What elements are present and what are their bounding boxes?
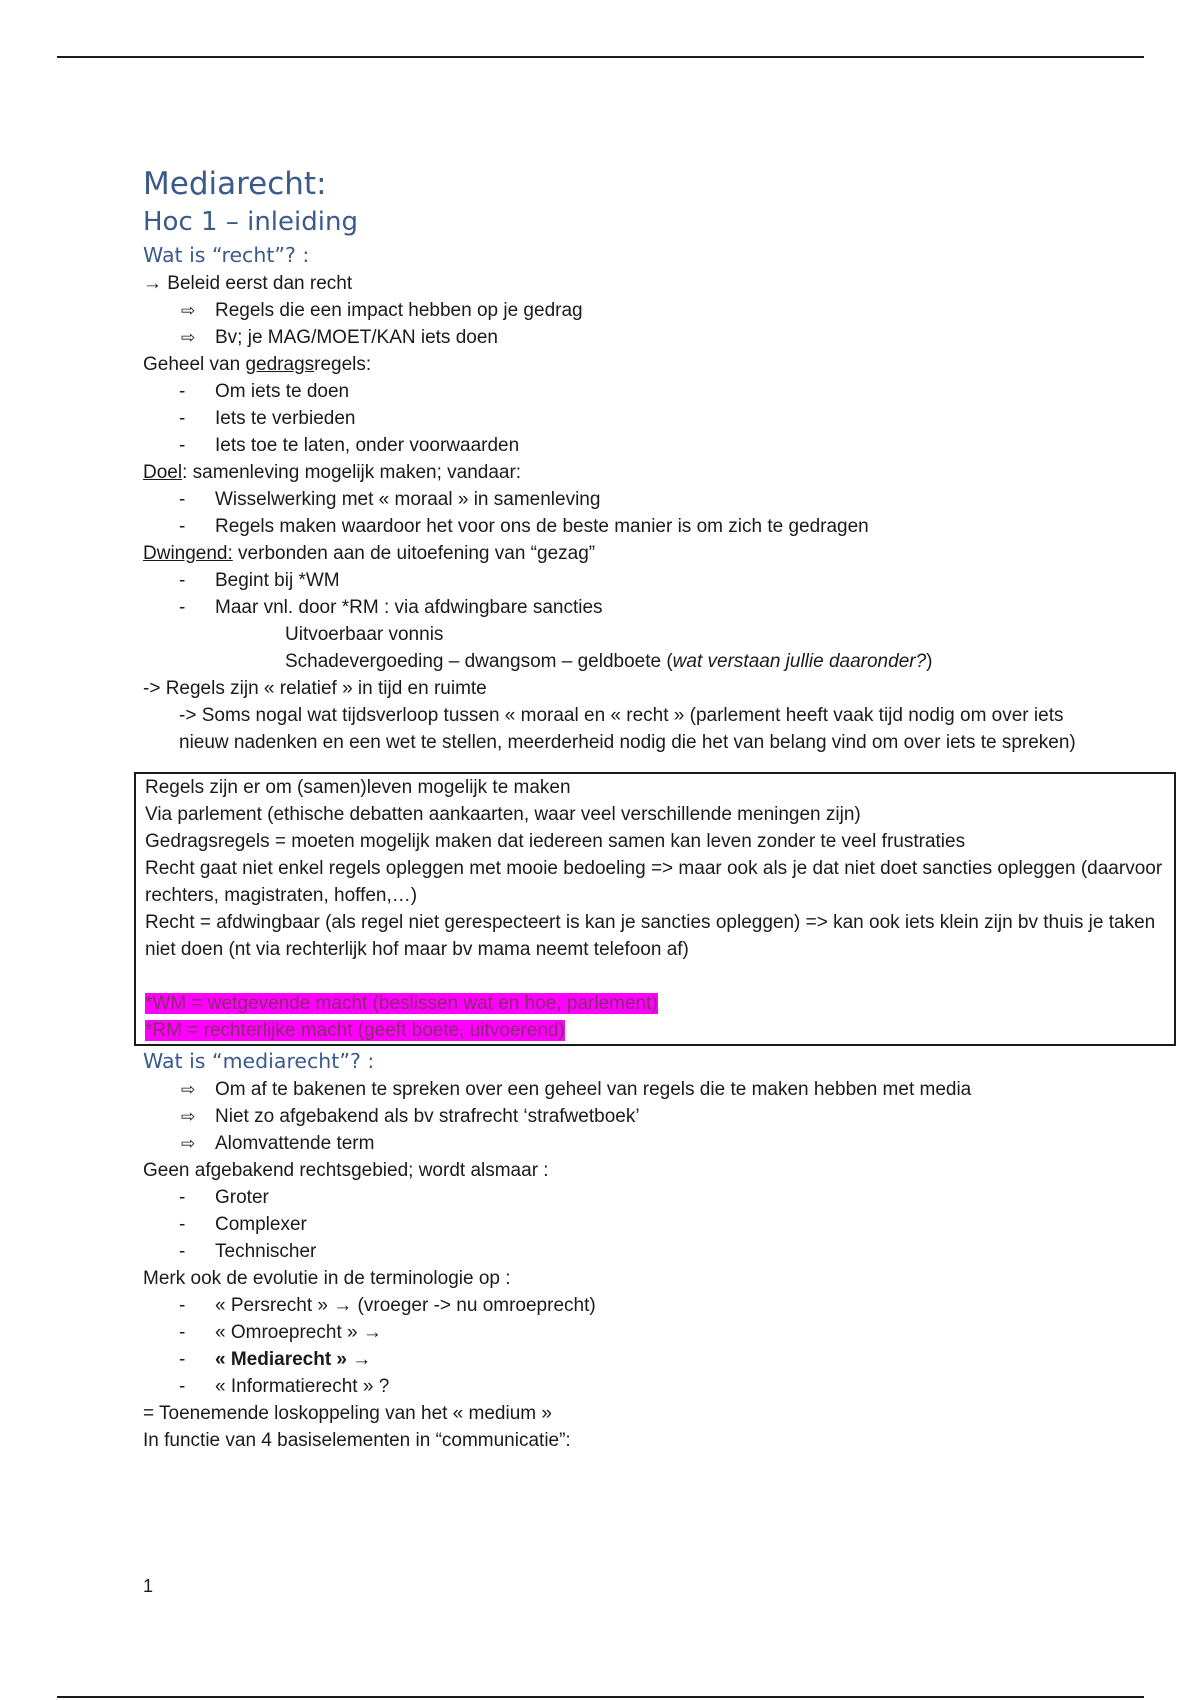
section-heading-recht: Wat is “recht”? : xyxy=(143,243,310,267)
dash-list-item: - Regels maken waardoor het voor ons de beste manier is om zich te gedragen xyxy=(179,516,869,537)
highlighted-line: *RM = rechterlijke macht (geeft boete, uitvoerend) xyxy=(145,1020,565,1041)
arrow-list-item: ⇨ Om af te bakenen te spreken over een geheel van regels die te maken hebben met media xyxy=(143,1076,1083,1103)
section-heading-mediarecht: Wat is “mediarecht”? : xyxy=(143,1049,375,1073)
text-line: Merk ook de evolutie in de terminologie op : xyxy=(143,1268,511,1289)
text-line: Geen afgebakend rechtsgebied; wordt alsmaar : xyxy=(143,1160,549,1181)
dash-list-item: - « Mediarecht » → xyxy=(179,1349,372,1370)
document-subtitle: Hoc 1 – inleiding xyxy=(143,207,358,237)
box-line: Gedragsregels = moeten mogelijk maken dat iedereen samen kan leven zonder te veel frustraties xyxy=(145,831,966,852)
dash-list-item: - Iets toe te laten, onder voorwaarden xyxy=(179,435,520,456)
arrow-list-item: ⇨ Regels die een impact hebben op je gedrag xyxy=(143,297,1083,324)
arrow-list-item: ⇨ Alomvattende term xyxy=(143,1130,1083,1157)
dash-list-item: - « Informatierecht » ? xyxy=(179,1376,390,1397)
right-arrow-icon: ⇨ xyxy=(181,1080,196,1099)
text-line: → Beleid eerst dan recht xyxy=(143,273,353,294)
document-title: Mediarecht: xyxy=(143,166,327,202)
highlighted-line: *WM = wetgevende macht (beslissen wat en hoe, parlement) xyxy=(145,993,658,1014)
right-arrow-icon: ⇨ xyxy=(181,1134,196,1153)
arrow-list-item: ⇨ Bv; je MAG/MOET/KAN iets doen xyxy=(143,324,1083,351)
dash-list-item: - « Persrecht » → (vroeger -> nu omroeprecht) xyxy=(179,1295,596,1316)
dash-list-item: - Groter xyxy=(179,1187,269,1208)
indented-line: Schadevergoeding – dwangsom – geldboete (wat verstaan jullie daaronder?) xyxy=(285,651,933,672)
right-arrow-icon: ⇨ xyxy=(181,328,196,347)
text-line: In functie van 4 basiselementen in “communicatie”: xyxy=(143,1430,571,1451)
dash-list-item: - Complexer xyxy=(179,1214,307,1235)
dash-list-item: - Begint bij *WM xyxy=(179,570,340,591)
box-line: Recht gaat niet enkel regels opleggen met mooie bedoeling => maar ook als je dat niet doet sancties opleggen (daarvoor rechters, magistraten, hoffen,…) xyxy=(145,858,1163,906)
text-line: Doel: samenleving mogelijk maken; vandaar: xyxy=(143,462,522,483)
dash-list-item: - Iets te verbieden xyxy=(179,408,356,429)
indented-line: Uitvoerbaar vonnis xyxy=(285,624,444,645)
dash-list-item: - « Omroeprecht » → xyxy=(179,1322,382,1343)
text-line: Geheel van gedragsregels: xyxy=(143,354,372,375)
arrow-list-item: ⇨ Niet zo afgebakend als bv strafrecht ‘strafwetboek’ xyxy=(143,1103,1083,1130)
document-body xyxy=(143,164,1163,1454)
box-line: Recht = afdwingbaar (als regel niet gerespecteert is kan je sancties opleggen) => kan ook iets klein zijn bv thuis je taken niet doen (nt via rechterlijk hof maar bv mama neemt telefoon af) xyxy=(145,912,1156,960)
box-line: Via parlement (ethische debatten aankaarten, waar veel verschillende meningen zijn) xyxy=(145,804,861,825)
header-rule xyxy=(57,56,1144,58)
dash-list-item: - Technischer xyxy=(179,1241,317,1262)
summary-box xyxy=(134,772,1176,1046)
page-number: 1 xyxy=(143,1576,154,1596)
right-arrow-icon: ⇨ xyxy=(181,301,196,320)
text-line: -> Regels zijn « relatief » in tijd en ruimte xyxy=(143,678,487,699)
dash-list-item: - Om iets te doen xyxy=(179,381,350,402)
box-line: Regels zijn er om (samen)leven mogelijk te maken xyxy=(145,777,571,798)
paragraph: -> Soms nogal wat tijdsverloop tussen « moraal en « recht » (parlement heeft vaak tijd nodig om over iets nieuw nadenken en een wet te stellen, meerderheid nodig die het van belang vind om over iets te spreken) xyxy=(179,705,1076,753)
dash-list-item: - Wisselwerking met « moraal » in samenleving xyxy=(179,489,601,510)
text-line: = Toenemende loskoppeling van het « medium » xyxy=(143,1403,552,1424)
text-line: Dwingend: verbonden aan de uitoefening van “gezag” xyxy=(143,543,596,564)
blank-line xyxy=(145,963,1165,990)
footer-rule xyxy=(57,1696,1144,1698)
dash-list-item: - Maar vnl. door *RM : via afdwingbare sancties xyxy=(179,597,603,618)
right-arrow-icon: ⇨ xyxy=(181,1107,196,1126)
